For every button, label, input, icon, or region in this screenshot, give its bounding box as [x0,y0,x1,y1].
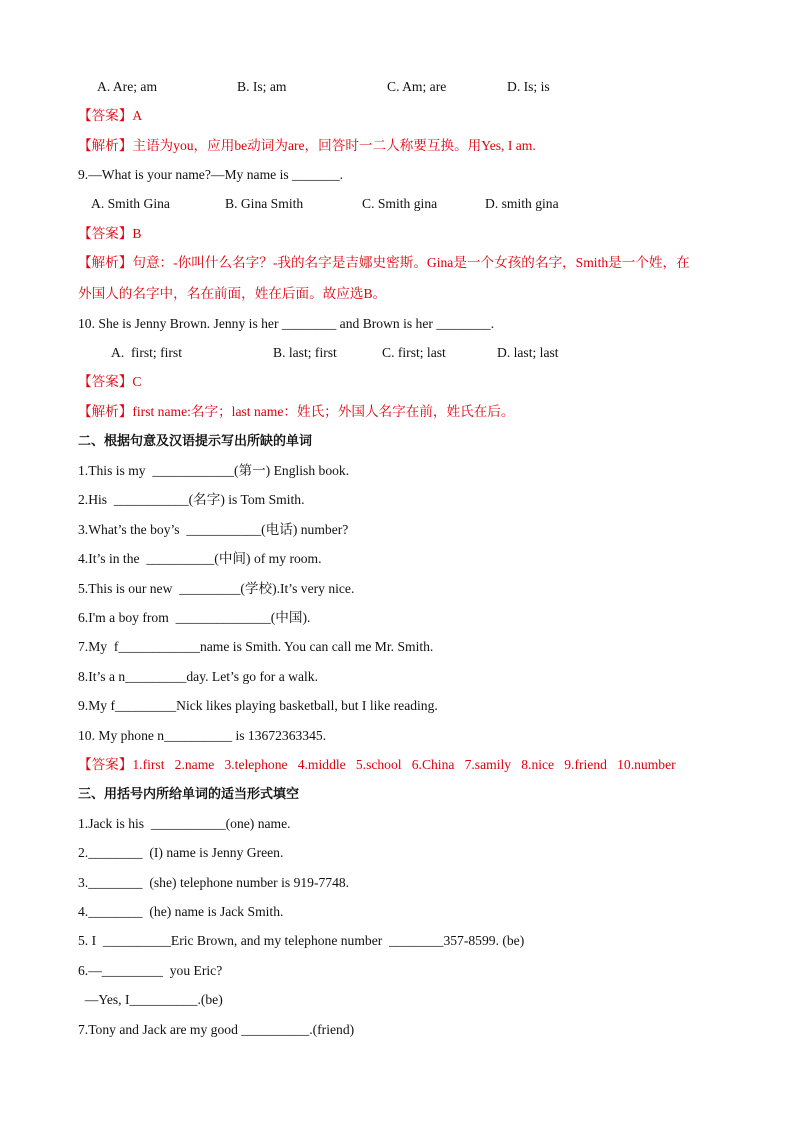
q9-analysis-line2: 外国人的名字中，名在前面，姓在后面。故应选B。 [78,286,387,301]
section2-item: 7.My f____________name is Smith. You can call me Mr. Smith. [78,639,434,654]
q10-analysis: 【解析】first name:名字；last name：姓氏；外国人名字在前，姓氏在后。 [78,404,515,419]
q9-stem: 9.—What is your name?—My name is _______. [78,167,344,182]
q8-option-b: B. Is; am [237,79,287,94]
section2-item: 8.It’s a n_________day. Let’s go for a walk. [78,669,318,684]
q9-option-d: D. smith gina [485,196,559,211]
q9-option-c: C. Smith gina [362,196,438,211]
section2-item: 5.This is our new _________(学校).It’s very nice. [78,581,355,596]
section3-item: 1.Jack is his ___________(one) name. [78,816,291,831]
q8-answer: 【答案】A [78,108,143,123]
q9-answer: 【答案】B [78,226,142,241]
section3-item: 6.—_________ you Eric? [78,963,223,978]
q10-option-d: D. last; last [497,345,559,360]
section3-item: 4.________ (he) name is Jack Smith. [78,904,284,919]
q9-analysis-line1: 【解析】句意：-你叫什么名字？-我的名字是吉娜史密斯。Gina是一个女孩的名字，Smith是一个姓，在 [78,255,690,270]
q8-option-a: A. Are; am [97,79,158,94]
section2-answer: 【答案】1.first 2.name 3.telephone 4.middle 5.school 6.China 7.samily 8.nice 9.friend 10.number [78,757,676,772]
section3-title: 三、用括号内所给单词的适当形式填空 [78,787,300,802]
section2-item: 1.This is my ____________(第一) English book. [78,463,350,478]
q8-option-d: D. Is; is [507,79,550,94]
section2-item: 10. My phone n__________ is 13672363345. [78,728,327,743]
q10-option-c: C. first; last [382,345,446,360]
q10-option-a: A. first; first [111,345,182,360]
q8-option-c: C. Am; are [387,79,447,94]
section2-item: 3.What’s the boy’s ___________(电话) number? [78,522,349,537]
q10-answer: 【答案】C [78,374,142,389]
section3-item: 3.________ (she) telephone number is 919-7748. [78,875,350,890]
section2-item: 4.It’s in the __________(中间) of my room. [78,551,322,566]
section2-item: 2.His ___________(名字) is Tom Smith. [78,492,305,507]
section3-item: 5. I __________Eric Brown, and my telephone number ________357-8599. (be) [78,933,525,948]
q9-option-b: B. Gina Smith [225,196,304,211]
q9-option-a: A. Smith Gina [91,196,170,211]
q10-stem: 10. She is Jenny Brown. Jenny is her ________ and Brown is her ________. [78,316,495,331]
section3-item: —Yes, I__________.(be) [78,992,223,1007]
q10-option-b: B. last; first [273,345,337,360]
q8-analysis: 【解析】主语为you，应用be动词为are，回答时一二人称要互换。用Yes, I am. [78,138,536,153]
section2-item: 9.My f_________Nick likes playing basketball, but I like reading. [78,698,438,713]
section2-title: 二、根据句意及汉语提示写出所缺的单词 [78,434,313,449]
section3-item: 2.________ (I) name is Jenny Green. [78,845,284,860]
section2-item: 6.I'm a boy from ______________(中国). [78,610,311,625]
section3-item: 7.Tony and Jack are my good __________.(friend) [78,1022,355,1037]
